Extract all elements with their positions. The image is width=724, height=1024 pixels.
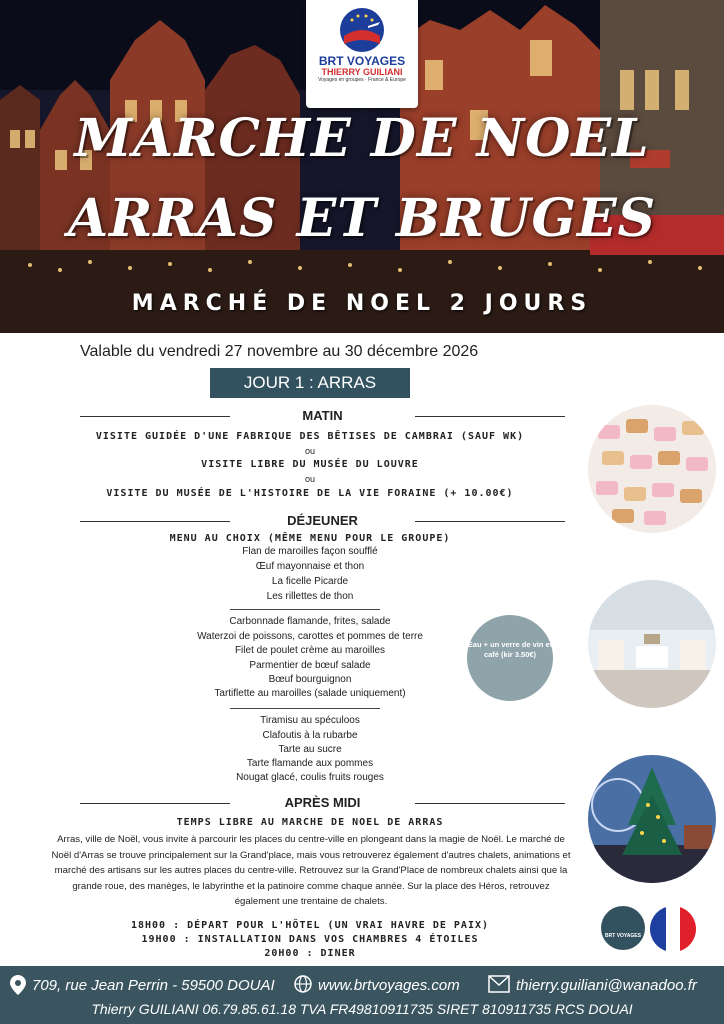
footer-email-link[interactable]: thierry.guiliani@wanadoo.fr (516, 977, 697, 994)
menu-item: Nougat glacé, coulis fruits rouges (236, 772, 384, 783)
day-badge: JOUR 1 : ARRAS (210, 368, 410, 398)
hero-subtitle: MARCHÉ DE NOEL 2 JOURS (131, 291, 593, 316)
footer (0, 966, 724, 1024)
menu-item: Les rillettes de thon (266, 591, 354, 602)
globe-icon (294, 975, 312, 993)
menu-subtitle: MENU AU CHOIX (MÊME MENU POUR LE GROUPE) (169, 533, 451, 544)
footer-legal: Thierry GUILIANI 06.79.85.61.18 TVA FR49810911735 SIRET 810911735 RCS DOUAI (91, 1001, 633, 1017)
divider (415, 416, 565, 417)
hero-title-line2: ARRAS ET BRUGES (67, 188, 657, 249)
drinks-badge: Eau + un verre de vin et café (kir 3.50€) (467, 615, 553, 701)
logo-tagline: Voyages en groupes · France & Europe (318, 77, 406, 83)
french-flag-icon (650, 906, 696, 952)
globe-plane-icon (338, 6, 386, 54)
small-brand-logo[interactable]: BRT VOYAGES (601, 906, 645, 950)
or-separator: ou (304, 474, 315, 484)
menu-item: Œuf mayonnaise et thon (255, 561, 365, 572)
hotel-photo (588, 580, 716, 708)
evening-item: 18H00 : DÉPART POUR L'HÔTEL (UN VRAI HAVRE DE PAIX) (130, 920, 490, 931)
section-heading: MATIN (302, 408, 343, 423)
location-pin-icon (10, 975, 26, 995)
menu-item: La ficelle Picarde (271, 576, 349, 587)
section-heading: DÉJEUNER (287, 513, 358, 528)
afternoon-subtitle: TEMPS LIBRE AU MARCHE DE NOEL DE ARRAS (176, 817, 444, 828)
section-matin (80, 407, 565, 425)
divider (415, 803, 565, 804)
menu-item: Tarte flamande aux pommes (246, 758, 374, 769)
brand-logo[interactable] (306, 0, 418, 108)
menu-item: Flan de maroilles façon soufflé (242, 546, 378, 557)
menu-item: Filet de poulet crème au maroilles (234, 645, 386, 656)
validity-dates: Valable du vendredi 27 novembre au 30 décembre 2026 (80, 343, 479, 360)
footer-address: 709, rue Jean Perrin - 59500 DOUAI (32, 977, 275, 994)
divider (230, 609, 380, 610)
menu-item: Tarte au sucre (278, 744, 342, 755)
candy-illustration (588, 405, 716, 533)
menu-item: Parmentier de bœuf salade (249, 660, 371, 671)
hero-title-line1: MARCHE DE NOEL (74, 108, 650, 169)
menu-item: Waterzoi de poissons, carottes et pommes de terre (197, 631, 423, 642)
logo-brand-text: BRT VOYAGES (318, 54, 406, 68)
menu-item: Bœuf bourguignon (268, 674, 352, 685)
matin-option-3: VISITE DU MUSÉE DE L'HISTOIRE DE LA VIE FORAINE (+ 10.00€) (106, 488, 514, 499)
hotel-interior-illustration (588, 580, 716, 708)
divider (415, 521, 565, 522)
logo-person-text: THIERRY GUILIANI (321, 67, 403, 77)
menu-item: Carbonnade flamande, frites, salade (229, 616, 391, 627)
email-icon (488, 975, 510, 993)
footer-website-link[interactable]: www.brtvoyages.com (318, 977, 460, 994)
hero-banner (0, 0, 724, 333)
section-heading: APRÈS MIDI (284, 795, 361, 810)
section-apres-midi (80, 794, 565, 812)
afternoon-description: Arras, ville de Noël, vous invite à parcourir les places du centre-ville en plongeant dans la magie de Noël. Le marché de Noël d'Arras se trouve principalement sur la Grand'place, mais vous retrouverez également d'autres chalets, animations et marché des artisans sur les autres places du centre-ville. Retrouvez sur la Grand'Place de nombreux chalets ainsi que la grande roue, des manèges, le labyrinthe et la patinoire comme chaque année. Sur la place des Héros, retrouvez également une trentaine de chalets. (51, 834, 571, 907)
flag-graphic (650, 906, 696, 952)
evening-item: 19H00 : INSTALLATION DANS VOS CHAMBRES 4 ÉTOILES (141, 934, 479, 945)
divider (230, 708, 380, 709)
matin-option-1: VISITE GUIDÉE D'UNE FABRIQUE DES BÊTISES DE CAMBRAI (SAUF WK) (95, 431, 525, 442)
menu-item: Clafoutis à la rubarbe (262, 730, 358, 741)
or-separator: ou (304, 446, 315, 456)
evening-item: 20H00 : DINER (264, 948, 356, 959)
matin-option-2: VISITE LIBRE DU MUSÉE DU LOUVRE (201, 459, 419, 470)
christmas-tree-photo (588, 755, 716, 883)
menu-item: Tartiflette au maroilles (salade uniquement) (214, 688, 406, 699)
menu-item: Tiramisu au spéculoos (260, 715, 360, 726)
candy-photo (588, 405, 716, 533)
christmas-tree-illustration (588, 755, 716, 883)
section-dejeuner (80, 512, 565, 530)
